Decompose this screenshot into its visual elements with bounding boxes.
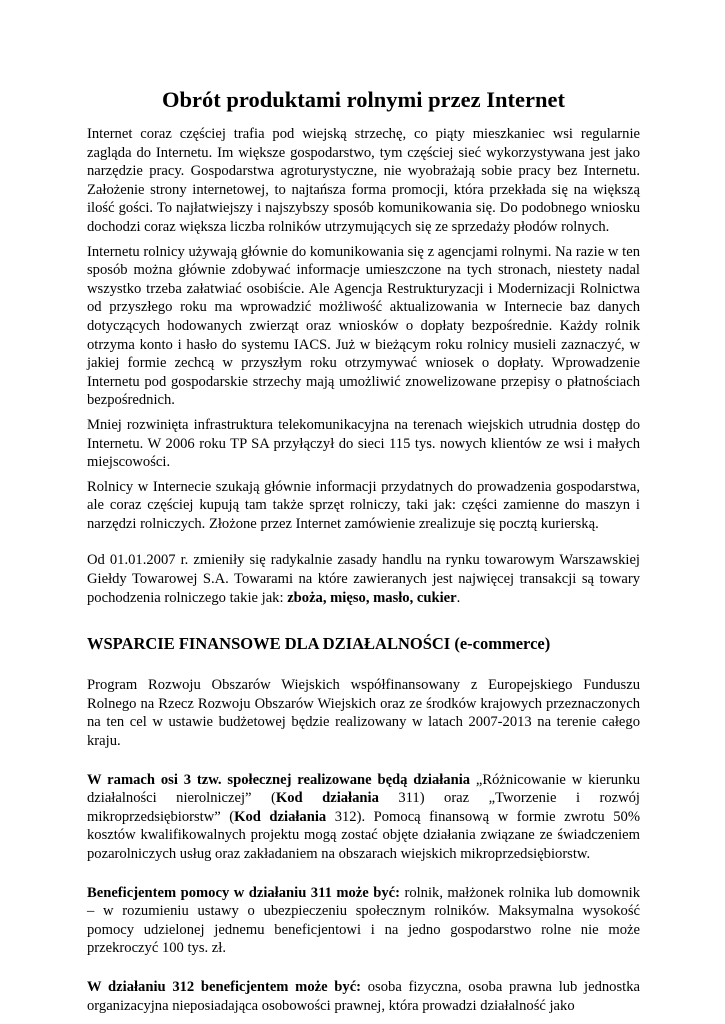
intro-paragraph-4: Rolnicy w Internecie szukają głównie informacji przydatnych do prowadzenia gospodarstwa, ale coraz częściej kupują tam także sprzęt rolniczy, taki jak: części zamienne do maszyn i narzędzi rolniczych. Złożone przez Internet zamówienie zrealizuje się pocztą kurierską.: [87, 478, 640, 532]
intro-paragraph-2: Internetu rolnicy używają głównie do komunikowania się z agencjami rolnymi. Na razie w ten sposób można głównie zdobywać informacje umieszczone na tych stronach, niestety nadal wszystko trzeba załatwiać osobiście. Ale Agencja Restrukturyzacji i Modernizacji Rolnictwa od przyszłego roku ma wprowadzić możliwość aktualizowania w Internecie baz danych dotyczących hodowanych zwierząt oraz wniosków o dopłaty bezpośrednie. Każdy rolnik otrzyma konto i hasło do systemu IACS. Już w bieżącym roku rolnicy musieli zaznaczyć, w jakiej formie zechcą w przyszłym roku otrzymywać wniosek o dopłaty. Wprowadzenie Internetu pod gospodarskie strzechy mają umożliwić znowelizowane przepisy o płatnościach bezpośrednich.: [87, 243, 640, 409]
exchange-end: .: [456, 589, 461, 606]
beneficiary-311-lead: Beneficjentem pomocy w działaniu 311 może być:: [87, 884, 400, 901]
axis3-code-label-1: Kod działania: [275, 790, 379, 807]
section-heading: WSPARCIE FINANSOWE DLA DZIAŁALNOŚCI (e-commerce): [87, 634, 551, 654]
program-paragraph: Program Rozwoju Obszarów Wiejskich współfinansowany z Europejskiego Funduszu Rolnego na Rzecz Rozwoju Obszarów Wiejskich oraz ze środków krajowych przeznaczonych na ten cel w ustawie budżetowej będzie realizowany w latach 2007-2013 na terenie całego kraju.: [87, 677, 640, 750]
beneficiary-311-paragraph: [87, 884, 640, 958]
document-body: [87, 86, 640, 1015]
exchange-paragraph: [87, 551, 640, 607]
exchange-text: Od 01.01.2007 r. zmieniły się radykalnie zasady handlu na rynku towarowym Warszawskiej Giełdy Towarowej S.A. Towarami na które zawieranych jest najwięcej transakcji są towary pochodzenia rolniczego takie jak:: [87, 552, 640, 606]
axis3-text-3: 312). Pomocą finansową w formie zwrotu 50% kosztów kwalifikowalnych projektu mogą zostać objęte działania związane ze świadczeniem pozarolniczych usług oraz zakładaniem na obszarach wiejskich mikroprzedsiębiorstw.: [87, 808, 640, 862]
beneficiary-311-text: rolnik, małżonek rolnika lub domownik – w rozumieniu ustawy o ubezpieczeniu społecznym rolników. Maksymalna wysokość pomocy udzielonej jednemu beneficjentowi i na jedno gospodarstwo rolne nie może przekroczyć 100 tys. zł.: [87, 884, 640, 957]
beneficiary-312-text: osoba fizyczna, osoba prawna lub jednostka organizacyjna nieposiadająca osobowości prawnej, która prowadzi działalność jako: [87, 978, 640, 1014]
beneficiary-312-lead: W działaniu 312 beneficjentem może być:: [87, 978, 362, 995]
axis3-text-2: 311) oraz „Tworzenie i rozwój mikroprzedsiębiorstw” (: [87, 790, 640, 825]
axis3-paragraph: [87, 771, 640, 864]
axis3-lead: W ramach osi 3 tzw. społecznej realizowane będą działania: [87, 771, 471, 788]
beneficiary-312-paragraph: [87, 978, 640, 1015]
intro-paragraph-3: Mniej rozwinięta infrastruktura telekomunikacyjna na terenach wiejskich utrudnia dostęp do Internetu. W 2006 roku TP SA przyłączył do sieci 115 tys. nowych klientów ze wsi i małych miejscowości.: [87, 416, 640, 471]
exchange-commodities: zboża, mięso, masło, cukier: [287, 589, 457, 606]
intro-paragraph-1: Internet coraz częściej trafia pod wiejską strzechę, co piąty mieszkaniec wsi regularnie zagląda do Internetu. Im większe gospodarstwo, tym częściej sieć wykorzystywana jest jako narzędzie pracy. Gospodarstwa agroturystyczne, nie wyobrażają sobie pracy bez Internetu. Założenie strony internetowej, to najtańsza forma promocji, która przekłada się na większą ilość gości. To najłatwiejszy i najszybszy sposób komunikowania się. Do podobnego wniosku dochodzi coraz większa liczba rolników utrzymujących się ze sprzedaży płodów rolnych.: [87, 126, 640, 235]
document-title: Obrót produktami rolnymi przez Internet: [162, 87, 565, 112]
axis3-text-1: „Różnicowanie w kierunku działalności nierolniczej” (: [87, 771, 640, 807]
axis3-code-label-2: Kod działania: [234, 808, 327, 825]
